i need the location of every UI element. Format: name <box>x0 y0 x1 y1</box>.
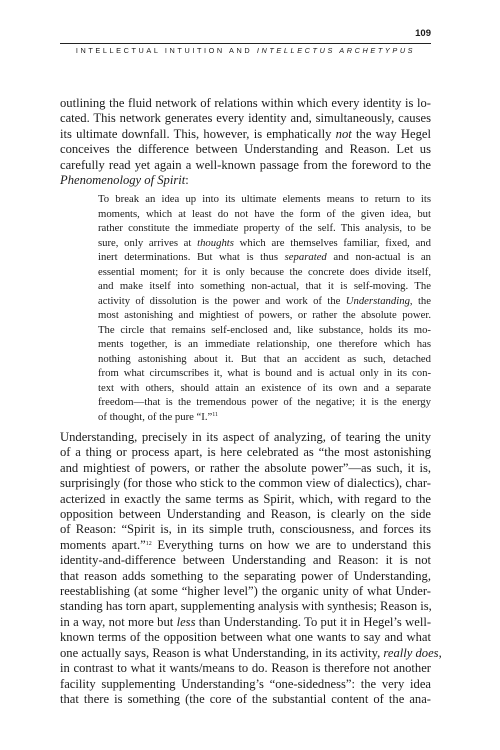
text-line: opposition between Understanding and Reason, is clearly on the side <box>60 507 431 522</box>
quote-line: most astonishing and mightiest of powers, or rather the absolute power. <box>98 309 431 321</box>
running-head-italic: INTELLECTUS ARCHETYPUS <box>256 46 416 55</box>
page-number: 109 <box>415 28 431 39</box>
text-line: in contrast to what it wants/means to do. Reason is therefore not another <box>60 661 431 676</box>
text-run: activity of dissolution is the power and work of the <box>98 294 346 307</box>
footnote-marker[interactable]: 11 <box>212 411 219 418</box>
quote-line: The circle that remains self-enclosed and, like substance, holds its mo- <box>98 323 431 336</box>
text-line: acterized in exactly the same terms as Spirit, which, with regard to the <box>60 491 431 506</box>
text-run: than Understanding. To put it in Hegel’s well- <box>195 614 432 629</box>
text-line: of Reason: “Spirit is, in its simple truth, consciousness, and forces its <box>60 522 431 537</box>
text-run: sure, only arrives at <box>98 236 198 249</box>
text-line: and mightiest of powers, or rather the absolute power”—as such, it is, <box>60 460 431 475</box>
text-line <box>60 127 431 142</box>
paragraph-intro <box>60 96 431 188</box>
emphasis: less <box>176 614 196 629</box>
quote-line <box>98 294 431 309</box>
quote-line: and make itself into something non-actual, that it is self-moving. The <box>98 280 431 292</box>
text-line: known terms of the opposition between what one wants to say and what <box>60 630 431 645</box>
footnote-marker[interactable]: 12 <box>145 540 152 547</box>
quote-line <box>98 236 431 251</box>
text-line: of a thing or process apart, is here celebrated as “the most astonishing <box>60 445 431 460</box>
text-line: that reason adds something to the separating power of Understanding, <box>60 568 431 583</box>
quote-line: rather constitute the immediate property of the self. This analysis, to be <box>98 222 431 234</box>
running-head-main: INTELLECTUAL INTUITION AND <box>75 46 257 55</box>
emphasis: separated <box>284 251 327 263</box>
text-run: moments apart.” <box>60 537 146 552</box>
text-line: cated. This network generates every identity and, simultaneously, causes <box>60 111 431 126</box>
text-run: , <box>438 645 442 660</box>
text-line: reestablishing (at some “higher level”) the organic unity of what Under- <box>60 584 431 599</box>
text-line: outlining the fluid network of relations within which every identity is lo- <box>60 96 431 110</box>
text-run: the way Hegel <box>351 126 431 141</box>
quote-line <box>98 410 431 425</box>
text-line <box>60 173 431 188</box>
quote-line: nothing astonishing about it. But that an accident as such, detached <box>98 352 431 365</box>
text-line: standing has torn apart, supplementing analysis with synthesis; Reason is, <box>60 599 432 614</box>
quote-line <box>98 250 431 265</box>
quote-line: from what circumscribes it, what is bound and is actual only in its con- <box>98 367 431 379</box>
quote-line: To break an idea up into its ultimate elements means to return to its <box>98 193 431 205</box>
text-run: and non-actual is an <box>326 251 431 263</box>
running-head <box>60 46 431 55</box>
text-run: of thought, of the pure “I.” <box>98 410 213 423</box>
quote-line: ments together, is an immediate relationship, one therefore which has <box>98 338 431 350</box>
text-line: Understanding, precisely in its aspect of analyzing, of tearing the unity <box>60 430 431 444</box>
block-quote <box>98 192 431 424</box>
text-line <box>60 538 431 553</box>
text-run: : <box>185 173 189 188</box>
text-run: inert determinations. But what is thus <box>98 251 285 263</box>
quote-line: text with others, should attain an existence of its own and a separate <box>98 381 431 394</box>
text-line <box>60 615 431 630</box>
emphasis: thoughts <box>197 236 234 249</box>
text-line <box>60 645 442 661</box>
text-run: , the <box>409 294 431 307</box>
text-line: that there is something (the core of the substantial content of the ana- <box>60 691 431 706</box>
header-rule <box>60 43 431 44</box>
text-line: conceives the difference between Understanding and Reason. Let us <box>60 142 431 157</box>
paragraph-commentary <box>60 430 442 707</box>
text-line: facility supplementing Understanding’s “one-sidedness”: the very idea <box>60 676 431 691</box>
text-run: Everything turns on how we are to understand this <box>151 537 431 552</box>
text-run: one actually says, Reason is what Understanding, in its activity, <box>60 645 384 660</box>
text-line: carefully read yet again a well-known passage from the foreword to the <box>60 157 431 172</box>
text-line: surprisingly (for those who stick to the common view of dialectics), char- <box>60 476 431 491</box>
quote-line: freedom—that is the tremendous power of the negative; it is the energy <box>98 396 431 408</box>
quote-line: essential moment; for it is only because the concrete does divide itself, <box>98 265 431 278</box>
emphasis: Understanding <box>345 294 410 307</box>
text-run: which are themselves familiar, fixed, and <box>233 236 431 249</box>
emphasis: really does <box>383 645 439 660</box>
text-line: identity-and-difference between Understanding and Reason: it is not <box>60 553 431 568</box>
text-run: in a way, not more but <box>60 614 177 629</box>
emphasis: not <box>335 126 352 141</box>
text-run: its ultimate downfall. This, however, is emphatically <box>60 126 336 141</box>
quote-line: moments, which at least do not have the form of the given idea, but <box>98 207 431 220</box>
book-title: Phenomenology of Spirit <box>60 173 186 188</box>
